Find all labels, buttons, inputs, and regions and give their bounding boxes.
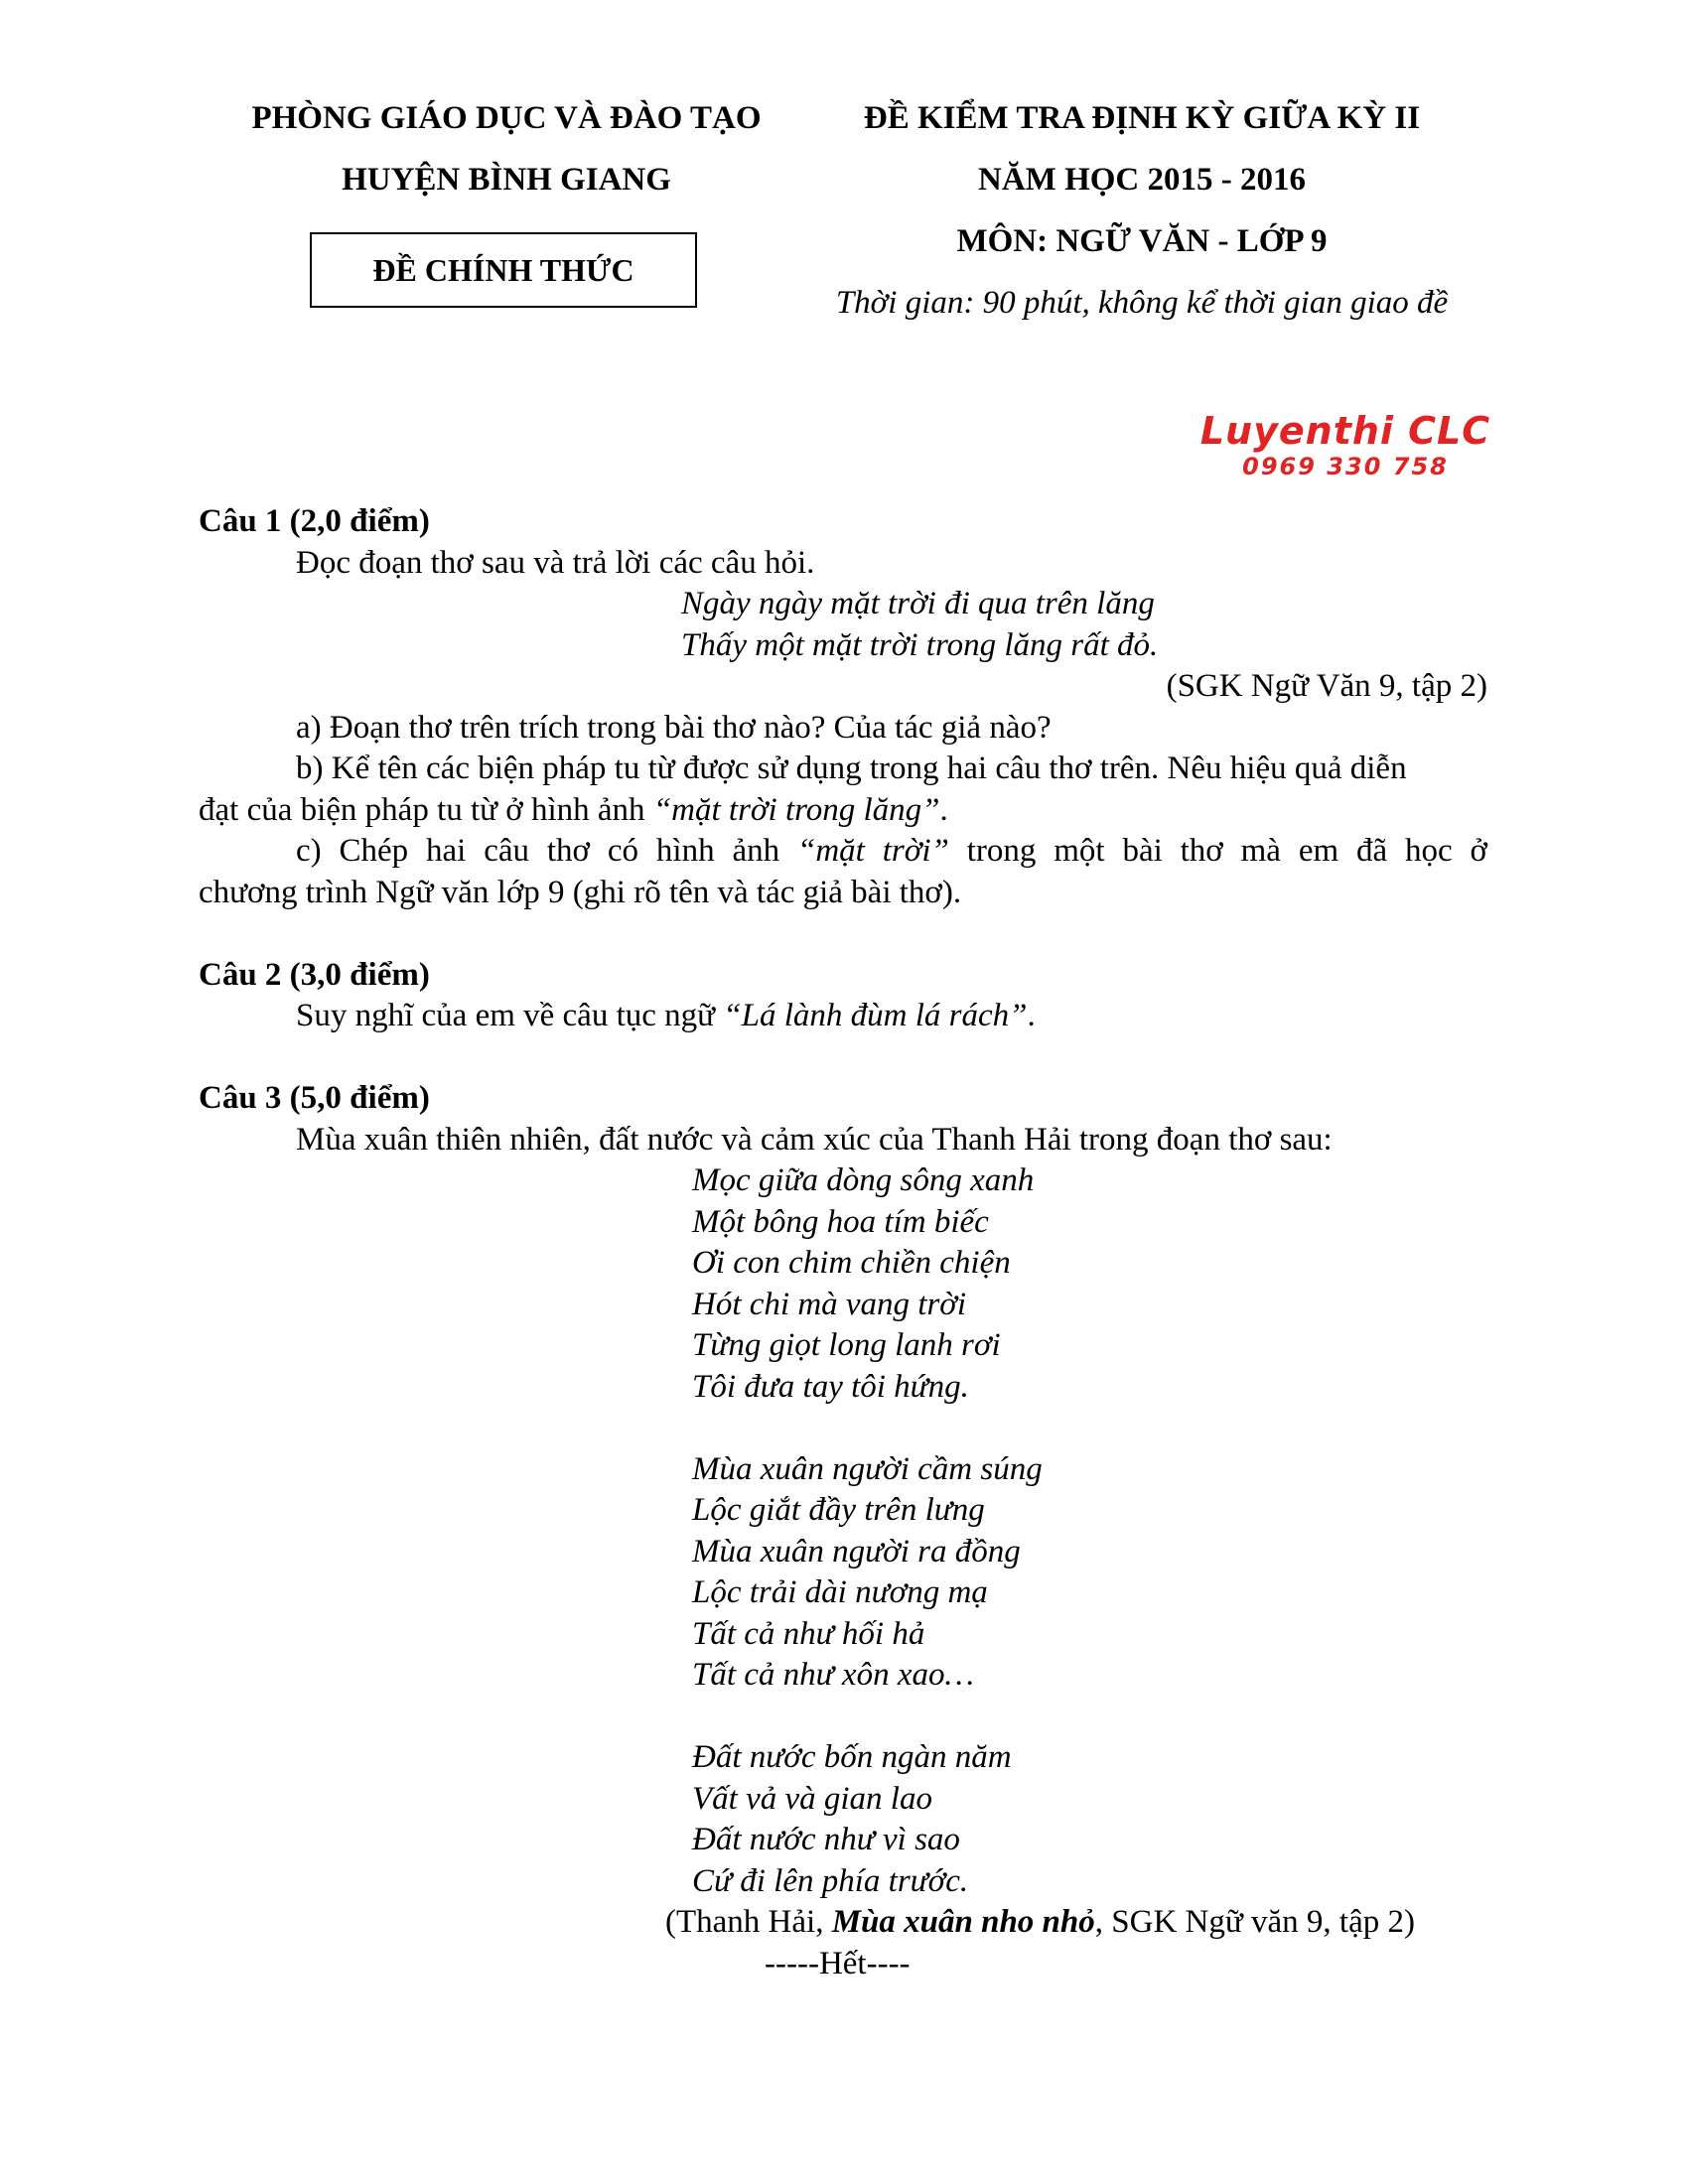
time-note: Thời gian: 90 phút, không kể thời gian giao đề: [835, 285, 1449, 321]
district-name: HUYỆN BÌNH GIANG: [342, 162, 671, 198]
q3-poem-line: Mọc giữa dòng sông xanh: [692, 1162, 1035, 1198]
q3-poem-line: Đất nước như vì sao: [692, 1822, 960, 1857]
q3-poem-line: Mùa xuân người ra đồng: [692, 1533, 1021, 1570]
q3-source-post: , SGK Ngữ văn 9, tập 2): [1094, 1904, 1415, 1940]
q1-poem-line: Thấy một mặt trời trong lăng rất đỏ.: [681, 626, 1159, 663]
q1-poem-line: Ngày ngày mặt trời đi qua trên lăng: [681, 586, 1155, 621]
q2-proverb: “Lá lành đùm lá rách”: [723, 998, 1028, 1033]
q1-c-quote: “mặt trời”: [796, 833, 949, 869]
q2-text-end: .: [1027, 998, 1036, 1033]
q3-poem-line: Hót chi mà vang trời: [692, 1286, 967, 1322]
end-mark: -----Hết----: [765, 1945, 911, 1981]
exam-title: ĐỀ KIỂM TRA ĐỊNH KỲ GIỮA KỲ II: [863, 100, 1421, 136]
watermark-logo: [1187, 409, 1504, 488]
q3-poem-line: Ơi con chim chiền chiện: [692, 1245, 1011, 1281]
q3-heading: Câu 3 (5,0 điểm): [199, 1080, 430, 1116]
department-name: PHÒNG GIÁO DỤC VÀ ĐÀO TẠO: [251, 100, 762, 136]
subject-grade: MÔN: NGỮ VĂN - LỚP 9: [956, 223, 1328, 259]
exam-body: [199, 501, 1487, 1984]
q1-part-b-line2: [199, 790, 1487, 832]
header-left: [199, 87, 814, 210]
q3-poem-line: Mùa xuân người cầm súng: [692, 1450, 1043, 1487]
q1-part-c-line1: [199, 831, 1487, 873]
q1-c-text-end: trong một bài thơ mà em đã học ở: [948, 833, 1487, 869]
q2-text-pre: Suy nghĩ của em về câu tục ngữ: [296, 998, 724, 1033]
q3-poem-line: Lộc trải dài nương mạ: [692, 1574, 988, 1610]
q3-source: [199, 1902, 1487, 1944]
q1-source: (SGK Ngữ Văn 9, tập 2): [1166, 668, 1487, 704]
q3-intro: Mùa xuân thiên nhiên, đất nước và cảm xúc của Thanh Hải trong đoạn thơ sau:: [296, 1121, 1333, 1158]
q3-poem-line: Lộc giắt đầy trên lưng: [692, 1492, 985, 1528]
q1-b-end: .: [939, 791, 948, 828]
q3-poem-line: Vất vả và gian lao: [692, 1780, 932, 1817]
watermark-name: Luyenthi CLC: [1199, 409, 1491, 453]
watermark-phone: 0969 330 758: [1242, 453, 1449, 480]
q1-part-b-line1: b) Kể tên các biện pháp tu từ được sử dụng trong hai câu thơ trên. Nêu hiệu quả diễn: [296, 751, 1407, 786]
header-right: [804, 87, 1479, 334]
q2-heading: Câu 2 (3,0 điểm): [199, 956, 430, 993]
q3-poem-line: Từng giọt long lanh rơi: [692, 1327, 1001, 1363]
q1-c-text: c) Chép hai câu thơ có hình ảnh: [296, 833, 797, 869]
official-exam-box: [310, 232, 697, 308]
q3-poem-line: Đất nước bốn ngàn năm: [692, 1739, 1012, 1775]
q3-poem-line: Cứ đi lên phía trước.: [692, 1862, 969, 1899]
q3-poem-line: Tất cả như hối hả: [692, 1615, 925, 1652]
q1-part-a: a) Đoạn thơ trên trích trong bài thơ nào? Của tác giả nào?: [296, 709, 1052, 746]
q3-poem-title: Mùa xuân nho nhỏ: [831, 1904, 1095, 1940]
q1-heading: Câu 1 (2,0 điểm): [199, 503, 430, 539]
school-year: NĂM HỌC 2015 - 2016: [978, 162, 1306, 198]
q3-source-pre: (Thanh Hải,: [665, 1904, 832, 1940]
q3-poem-line: Tất cả như xôn xao…: [692, 1657, 974, 1693]
q3-poem-line: Tôi đưa tay tôi hứng.: [692, 1368, 969, 1405]
q3-poem-line: Một bông hoa tím biếc: [692, 1203, 989, 1240]
q2-text: [199, 996, 1487, 1037]
q1-b-quote: “mặt trời trong lăng”: [652, 791, 940, 828]
q1-intro: Đọc đoạn thơ sau và trả lời các câu hỏi.: [296, 544, 815, 581]
q1-b-text: đạt của biện pháp tu từ ở hình ảnh: [199, 791, 653, 828]
q1-part-c-line2: chương trình Ngữ văn lớp 9 (ghi rõ tên và tác giả bài thơ).: [199, 874, 962, 910]
official-exam-label: ĐỀ CHÍNH THỨC: [372, 251, 634, 288]
